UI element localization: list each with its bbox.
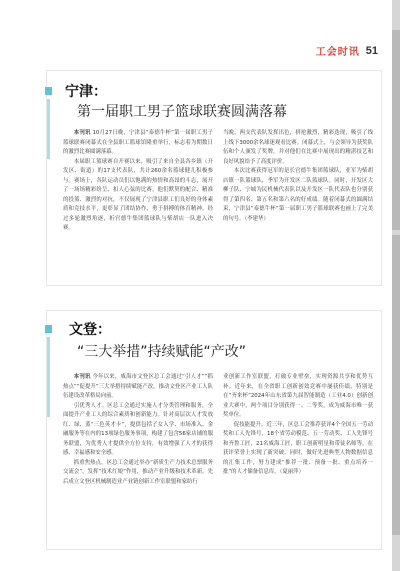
article-location: 文登： [69, 322, 111, 338]
paragraph-text: 引优秀人才。区总工会通过实施人才分类管理和服务，全面提升产业工人的综合素质和创新能力。针对高层次人才发放红、绿、蓝“三色英才卡”，提供包括子女入学、市场准入、金融服务等在内的13项绿色服务事项，构建了包含56家店铺的服务联盟，为优秀人才提供全方位支持，有效增强了人才的获得感、幸福感和安全感。 [63, 402, 213, 456]
article-title: “三大举措”持续赋能“产改” [77, 344, 247, 360]
article-title: 第一届职工男子篮球联赛圆满落幕 [77, 104, 287, 120]
paragraph-text: 促技能提升。近三年，区总工会推荐获评4个全国五一劳动奖和工人先锋号，18个省劳动模范、五一劳动奖、工人先锋号和齐鲁工匠，21名威海工匠，职工创新明星和带徒名师等。在获评荣誉上实现了新突破，同时，做好先进典型人物数据信息的汇集工作，努力建成“推荐一批、预备一批、重点培养一批”的人才储备信息库。（夏丽萍） [223, 421, 373, 475]
paragraph-text: 当晚，两支代表队发挥出色，拼抢激烈，精彩迭现，吸引了线上线下3000余名球迷观看比赛。闭幕式上，与会领导为获奖队伍和个人颁发了奖牌，并对他们在比赛中展现出的精湛技艺和良好风貌给予了高度评价。 [223, 130, 373, 165]
paragraph [63, 129, 213, 158]
article-body [63, 373, 373, 487]
article-column-left [63, 129, 213, 234]
side-tab-upper [392, 30, 400, 230]
title-side-rule [47, 337, 50, 417]
paragraph [223, 167, 373, 224]
paragraph-text: 本届职工篮球赛自开赛以来，吸引了来自全县各乡镇（开发区、街道）的17支代表队，共计260余名篮球健儿积极参与。赛场上，各队运动员们以饱满的热情和高昂的斗志，展开了一场场精彩纷呈、扣人心弦的比赛。他们默契的配合、精准的投篮、激烈的对抗，不仅展现了宁津县职工们良好的身体素质和竞技水平，更彰显了团结协作、勇于拼搏的体育精神。经过多轮激烈角逐，折官德牛集团篮球队与柴胡店一队进入决赛。 [63, 158, 213, 231]
section-title: 工会时讯 [315, 47, 360, 58]
paragraph-text: 业创新工作室联盟，打破专业壁垒，实现资源共享和优势互补。近年来，在全省职工创新创效竞赛中屡获佳绩，特别是在“齐来杯”2024年山东省第九届智能制造（工业4.0）创新创业大赛中，两个项目分别获得一、二等奖，成为威海市唯一获奖单位。 [223, 374, 373, 418]
title-accent-bar [45, 325, 52, 333]
article-column-right [223, 129, 373, 234]
paragraph [63, 158, 213, 234]
paragraph [63, 373, 213, 402]
paragraph [223, 129, 373, 167]
article-column-left [63, 373, 213, 487]
side-tab-lower [392, 235, 400, 535]
paragraph-text: 抓重焦热点。区总工会通过举办“新质生产力技术总票服务交流会”，发挥“技术红娘”作用，推动产业升级和技术革新。先后成立文登区机械制造业产业链创新工作室联盟和家纺行 [63, 459, 213, 485]
article-card-ningjin [46, 70, 382, 286]
article-body [63, 129, 373, 234]
paragraph-text: 10月27日晚，宁津县“泰德牛杯”第一届职工男子篮球联赛闭幕式在全县职工篮球馆隆重举行，标志着为期数日的激烈比赛圆满落幕。 [63, 130, 213, 155]
paragraph [223, 373, 373, 421]
title-side-rule [47, 99, 50, 159]
paragraph [63, 459, 213, 488]
page-number: 51 [365, 44, 378, 57]
paragraph-text: 本次比赛获得冠军的是长官德牛集团篮球队，亚军为柴胡店镇一队篮球队，季军为开发区二队篮球队。同时，开发区大柳子队、宁城为民机械代表队以及开发区一队代表队也分别获得了第四名、第五名和第六名的好成绩。随着闭幕式的圆满结束，宁津县“泰德牛杯”第一届职工男子篮球联赛也画上了完美的句号。（李建华） [223, 168, 373, 222]
paragraph [63, 402, 213, 459]
paragraph [223, 421, 373, 478]
article-column-right [223, 373, 373, 487]
article-location: 宁津： [65, 84, 107, 100]
paragraph-lead: 本刊讯 [73, 130, 91, 136]
paragraph-text: 今年以来，威海市文登区总工会通过“引人才”“抓热点”“促提升”三大举措持续赋能产改，推动文登区产业工人队伍建设改革格局向前。 [63, 374, 213, 399]
title-accent-bar [45, 87, 52, 95]
paragraph-lead: 本刊讯 [73, 374, 91, 380]
page-header [316, 43, 378, 58]
article-card-wendeng [46, 310, 382, 550]
